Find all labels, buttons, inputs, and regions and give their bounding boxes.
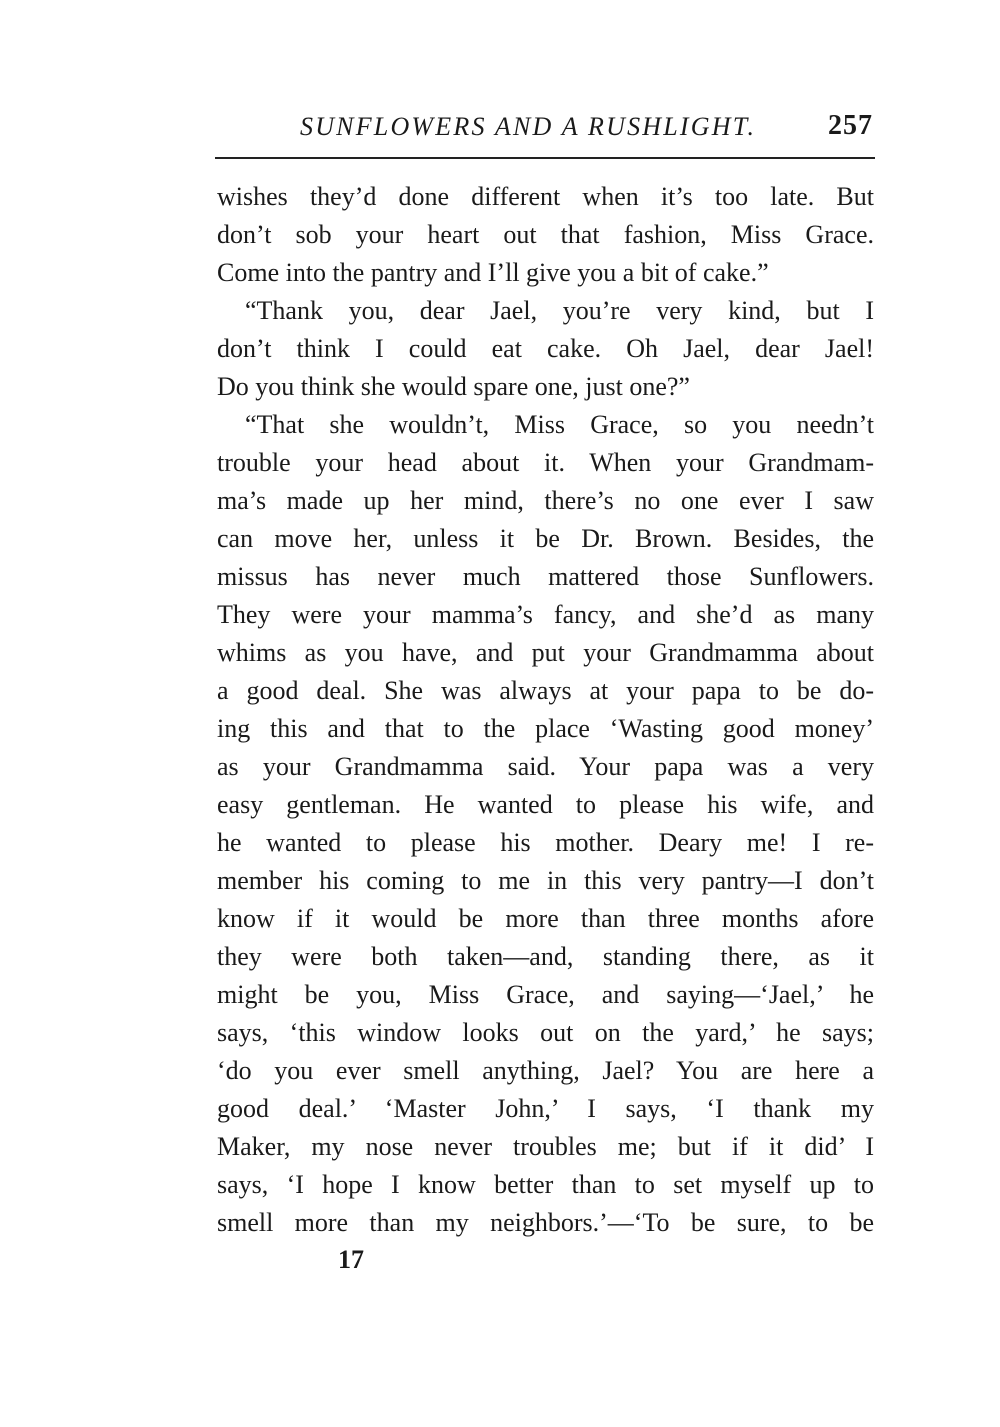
- text-line: Maker, my nose never troubles me; but if it did’ I: [217, 1132, 874, 1161]
- text-line: ‘do you ever smell anything, Jael? You are here a: [217, 1056, 874, 1085]
- text-line: says, ‘I hope I know better than to set myself up to: [217, 1170, 874, 1199]
- text-line: ma’s made up her mind, there’s no one ever I saw: [217, 486, 874, 515]
- page-number: 257: [828, 110, 873, 141]
- text-line: “Thank you, dear Jael, you’re very kind, but I: [245, 296, 874, 325]
- text-line: don’t think I could eat cake. Oh Jael, dear Jael!: [217, 334, 874, 363]
- text-line: They were your mamma’s fancy, and she’d as many: [217, 600, 874, 629]
- text-line: smell more than my neighbors.’—‘To be sure, to be: [217, 1208, 874, 1237]
- text-line: might be you, Miss Grace, and saying—‘Jael,’ he: [217, 980, 874, 1009]
- text-line: ing this and that to the place ‘Wasting good money’: [217, 714, 874, 743]
- text-line: Come into the pantry and I’ll give you a bit of cake.”: [217, 258, 769, 287]
- running-header: [215, 108, 875, 144]
- text-line: “That she wouldn’t, Miss Grace, so you needn’t: [245, 410, 874, 439]
- text-line: he wanted to please his mother. Deary me! I re-: [217, 828, 874, 857]
- text-line: can move her, unless it be Dr. Brown. Besides, the: [217, 524, 874, 553]
- signature-mark: 17: [338, 1245, 364, 1274]
- text-line: as your Grandmamma said. Your papa was a very: [217, 752, 874, 781]
- text-line: wishes they’d done different when it’s too late. But: [217, 182, 874, 211]
- text-line: Do you think she would spare one, just one?”: [217, 372, 690, 401]
- text-line: good deal.’ ‘Master John,’ I says, ‘I thank my: [217, 1094, 874, 1123]
- text-line: trouble your head about it. When your Grandmam-: [217, 448, 874, 477]
- text-line: a good deal. She was always at your papa to be do-: [217, 676, 874, 705]
- text-line: they were both taken—and, standing there, as it: [217, 942, 874, 971]
- text-line: easy gentleman. He wanted to please his wife, and: [217, 790, 874, 819]
- text-line: don’t sob your heart out that fashion, Miss Grace.: [217, 220, 874, 249]
- body-text: [217, 178, 874, 1242]
- text-line: member his coming to me in this very pantry—I don’t: [217, 866, 874, 895]
- text-line: says, ‘this window looks out on the yard,’ he says;: [217, 1018, 874, 1047]
- header-rule: [215, 157, 875, 159]
- text-line: know if it would be more than three months afore: [217, 904, 874, 933]
- text-line: whims as you have, and put your Grandmamma about: [217, 638, 874, 667]
- text-line: missus has never much mattered those Sunflowers.: [217, 562, 874, 591]
- running-title: SUNFLOWERS AND A RUSHLIGHT.: [300, 112, 757, 141]
